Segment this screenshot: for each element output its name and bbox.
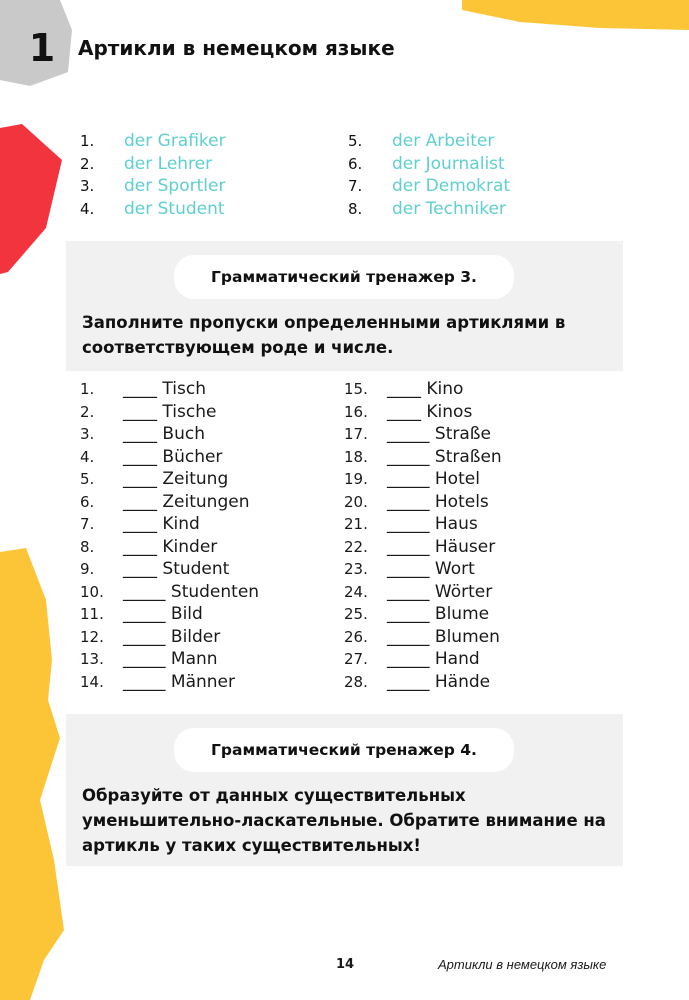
exercise-text: _____ Studenten: [123, 581, 260, 602]
page-number: 14: [336, 957, 355, 972]
exercise-item: [344, 603, 604, 626]
page-title: Артикли в немецком языке: [78, 36, 395, 60]
exercise-item: [80, 536, 340, 559]
exercise-item: [344, 558, 604, 581]
item-number: 1.: [80, 380, 95, 398]
item-number: 24.: [344, 582, 368, 601]
footer-title: Артикли в немецком языке: [438, 957, 607, 972]
answer-text: der Student: [124, 198, 225, 219]
exercise-text: _____ Straßen: [387, 446, 502, 467]
trainer-3-heading: Грамматический тренажер 3.: [174, 255, 514, 299]
exercise-item: [80, 603, 340, 626]
item-number: 6.: [348, 154, 363, 173]
item-number: 7.: [80, 515, 95, 533]
exercise-text: ____ Tische: [123, 401, 217, 422]
item-number: 28.: [344, 672, 368, 691]
item-number: 17.: [344, 425, 368, 443]
exercise-item: [80, 491, 340, 514]
exercise-text: ____ Student: [123, 559, 230, 579]
answer-column-right: [348, 130, 608, 220]
exercise-text: ____ Zeitung: [123, 469, 229, 489]
exercise-text: _____ Bild: [123, 604, 203, 624]
exercise-text: ____ Kinder: [123, 536, 218, 557]
exercise-text: _____ Häuser: [387, 536, 496, 557]
exercise-item: [344, 671, 604, 694]
answer-column-left: [80, 130, 340, 220]
item-number: 2.: [80, 154, 95, 173]
item-number: 14.: [80, 672, 104, 691]
item-number: 3.: [80, 177, 95, 196]
item-number: 25.: [344, 605, 368, 623]
exercise-text: _____ Wörter: [387, 581, 493, 602]
exercise-column-left: [80, 378, 340, 693]
yellow-top-right-shape: [462, 0, 689, 30]
trainer-4-heading: Грамматический тренажер 4.: [174, 728, 514, 772]
item-number: 1.: [80, 132, 95, 150]
exercise-text: _____ Hände: [387, 671, 491, 692]
answer-text: der Techniker: [392, 198, 506, 219]
item-number: 23.: [344, 560, 368, 578]
exercise-text: _____ Straße: [387, 424, 491, 444]
exercise-column-right: [344, 378, 604, 693]
exercise-item: [344, 423, 604, 446]
item-number: 5.: [80, 470, 95, 488]
item-number: 10.: [80, 582, 104, 601]
chapter-number: 1: [28, 26, 56, 70]
exercise-item: [344, 378, 604, 401]
yellow-left-shape: [0, 548, 64, 1000]
exercise-item: [344, 536, 604, 559]
exercise-item: [344, 401, 604, 424]
red-left-shape: [0, 124, 62, 274]
exercise-item: [80, 468, 340, 491]
item-number: 4.: [80, 199, 95, 218]
exercise-text: ____ Zeitungen: [123, 491, 250, 512]
answer-item: [80, 198, 340, 221]
item-number: 16.: [344, 402, 368, 421]
exercise-item: [80, 446, 340, 469]
answer-item: [80, 130, 340, 153]
exercise-text: ____ Bücher: [123, 446, 223, 467]
item-number: 11.: [80, 605, 104, 623]
exercise-text: ____ Kinos: [387, 401, 473, 422]
item-number: 5.: [348, 132, 363, 150]
exercise-item: [80, 581, 340, 604]
item-number: 8.: [80, 537, 95, 556]
answer-item: [348, 153, 608, 176]
exercise-text: _____ Hand: [387, 649, 480, 669]
exercise-item: [80, 671, 340, 694]
item-number: 13.: [80, 650, 104, 668]
exercise-text: ____ Buch: [123, 424, 205, 444]
answer-text: der Sportler: [124, 176, 226, 197]
item-number: 9.: [80, 560, 95, 578]
exercise-item: [80, 513, 340, 536]
exercise-text: _____ Blume: [387, 604, 490, 624]
exercise-text: _____ Mann: [123, 649, 218, 669]
exercise-item: [344, 648, 604, 671]
item-number: 15.: [344, 380, 368, 398]
exercise-text: _____ Hotel: [387, 469, 480, 489]
trainer-3-box: [66, 241, 623, 371]
trainer-4-instruction: Образуйте от данных существительных уменьшительно-ласкательные. Обратите внимание на артикль у таких существительных!: [82, 786, 606, 855]
item-number: 18.: [344, 447, 368, 466]
exercise-text: _____ Haus: [387, 514, 478, 534]
exercise-item: [344, 581, 604, 604]
exercise-item: [344, 513, 604, 536]
exercise-item: [344, 491, 604, 514]
exercise-text: _____ Wort: [387, 559, 475, 579]
item-number: 21.: [344, 515, 368, 533]
item-number: 6.: [80, 492, 95, 511]
answer-item: [348, 198, 608, 221]
item-number: 12.: [80, 627, 104, 646]
exercise-text: _____ Blumen: [387, 626, 500, 647]
exercise-text: _____ Männer: [123, 671, 235, 692]
trainer-4-box: [66, 714, 623, 866]
answer-item: [80, 175, 340, 198]
item-number: 27.: [344, 650, 368, 668]
trainer-3-instruction: Заполните пропуски определенными артиклями в соответствующем роде и числе.: [82, 313, 566, 357]
answer-item: [348, 130, 608, 153]
answer-text: der Lehrer: [124, 153, 213, 174]
item-number: 22.: [344, 537, 368, 556]
item-number: 8.: [348, 199, 363, 218]
answer-text: der Journalist: [392, 153, 505, 174]
exercise-item: [80, 626, 340, 649]
exercise-text: ____ Kino: [387, 379, 464, 399]
exercise-item: [80, 378, 340, 401]
answer-item: [348, 175, 608, 198]
exercise-text: _____ Hotels: [387, 491, 489, 512]
exercise-text: ____ Tisch: [123, 379, 206, 399]
exercise-item: [80, 423, 340, 446]
exercise-item: [80, 558, 340, 581]
exercise-item: [344, 626, 604, 649]
item-number: 7.: [348, 177, 363, 196]
answer-text: der Grafiker: [124, 131, 226, 151]
answer-text: der Demokrat: [392, 176, 511, 197]
exercise-item: [80, 401, 340, 424]
exercise-item: [80, 648, 340, 671]
answer-item: [80, 153, 340, 176]
item-number: 20.: [344, 492, 368, 511]
item-number: 26.: [344, 627, 368, 646]
answer-text: der Arbeiter: [392, 131, 495, 151]
exercise-text: _____ Bilder: [123, 626, 221, 647]
exercise-item: [344, 468, 604, 491]
item-number: 2.: [80, 402, 95, 421]
exercise-text: ____ Kind: [123, 514, 200, 534]
item-number: 4.: [80, 447, 95, 466]
item-number: 19.: [344, 470, 368, 488]
item-number: 3.: [80, 425, 95, 443]
exercise-item: [344, 446, 604, 469]
